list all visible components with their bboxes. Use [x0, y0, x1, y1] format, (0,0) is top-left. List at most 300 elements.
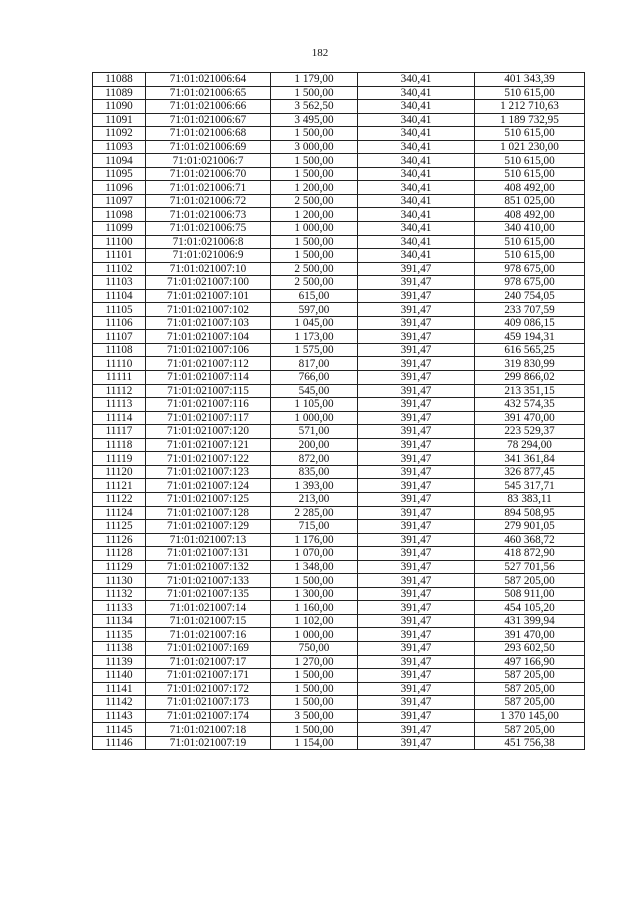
- row-number-cell: 11125: [93, 520, 146, 534]
- specific-value-cell: 391,47: [358, 614, 475, 628]
- cadastral-value-cell: 408 492,00: [475, 208, 585, 222]
- table-row: [93, 655, 585, 669]
- specific-value-cell: 391,47: [358, 682, 475, 696]
- area-cell: 1 045,00: [271, 316, 358, 330]
- cadastral-value-cell: 83 383,11: [475, 492, 585, 506]
- specific-value-cell: 391,47: [358, 547, 475, 561]
- row-number-cell: 11132: [93, 587, 146, 601]
- row-number-cell: 11146: [93, 736, 146, 750]
- cadastral-value-cell: 616 565,25: [475, 343, 585, 357]
- cadastral-number-cell: 71:01:021007:133: [146, 574, 271, 588]
- area-cell: 1 070,00: [271, 547, 358, 561]
- table-row: [93, 303, 585, 317]
- specific-value-cell: 340,41: [358, 154, 475, 168]
- specific-value-cell: 391,47: [358, 289, 475, 303]
- area-cell: 1 500,00: [271, 154, 358, 168]
- table-row: [93, 398, 585, 412]
- cadastral-value-cell: 460 368,72: [475, 533, 585, 547]
- specific-value-cell: 391,47: [358, 533, 475, 547]
- cadastral-number-cell: 71:01:021006:72: [146, 194, 271, 208]
- cadastral-number-cell: 71:01:021007:120: [146, 425, 271, 439]
- cadastral-value-cell: 510 615,00: [475, 154, 585, 168]
- table-row: [93, 249, 585, 263]
- cadastral-number-cell: 71:01:021006:8: [146, 235, 271, 249]
- specific-value-cell: 391,47: [358, 601, 475, 615]
- cadastral-number-cell: 71:01:021007:17: [146, 655, 271, 669]
- row-number-cell: 11126: [93, 533, 146, 547]
- cadastral-value-cell: 978 675,00: [475, 262, 585, 276]
- table-row: [93, 235, 585, 249]
- table-row: [93, 452, 585, 466]
- cadastral-value-cell: 341 361,84: [475, 452, 585, 466]
- table-row: [93, 479, 585, 493]
- cadastral-number-cell: 71:01:021007:104: [146, 330, 271, 344]
- area-cell: 1 500,00: [271, 669, 358, 683]
- cadastral-value-cell: 240 754,05: [475, 289, 585, 303]
- area-cell: 571,00: [271, 425, 358, 439]
- table-row: [93, 357, 585, 371]
- area-cell: 1 105,00: [271, 398, 358, 412]
- cadastral-number-cell: 71:01:021006:67: [146, 113, 271, 127]
- cadastral-value-cell: 851 025,00: [475, 194, 585, 208]
- cadastral-number-cell: 71:01:021007:112: [146, 357, 271, 371]
- specific-value-cell: 391,47: [358, 465, 475, 479]
- table-row: [93, 113, 585, 127]
- specific-value-cell: 340,41: [358, 235, 475, 249]
- cadastral-value-cell: 978 675,00: [475, 276, 585, 290]
- cadastral-number-cell: 71:01:021006:71: [146, 181, 271, 195]
- area-cell: 1 160,00: [271, 601, 358, 615]
- cadastral-number-cell: 71:01:021007:117: [146, 411, 271, 425]
- cadastral-number-cell: 71:01:021007:131: [146, 547, 271, 561]
- cadastral-value-cell: 431 399,94: [475, 614, 585, 628]
- cadastral-number-cell: 71:01:021007:19: [146, 736, 271, 750]
- cadastral-value-cell: 510 615,00: [475, 167, 585, 181]
- cadastral-value-cell: 293 602,50: [475, 641, 585, 655]
- cadastral-value-cell: 587 205,00: [475, 682, 585, 696]
- row-number-cell: 11129: [93, 560, 146, 574]
- cadastral-number-cell: 71:01:021006:64: [146, 73, 271, 87]
- cadastral-number-cell: 71:01:021006:9: [146, 249, 271, 263]
- specific-value-cell: 391,47: [358, 560, 475, 574]
- cadastral-number-cell: 71:01:021007:129: [146, 520, 271, 534]
- specific-value-cell: 391,47: [358, 628, 475, 642]
- table-row: [93, 574, 585, 588]
- table-body: [93, 73, 585, 750]
- area-cell: 1 500,00: [271, 127, 358, 141]
- specific-value-cell: 391,47: [358, 709, 475, 723]
- specific-value-cell: 391,47: [358, 452, 475, 466]
- table-row: [93, 343, 585, 357]
- table-row: [93, 262, 585, 276]
- cadastral-value-cell: 545 317,71: [475, 479, 585, 493]
- cadastral-value-cell: 326 877,45: [475, 465, 585, 479]
- cadastral-value-cell: 510 615,00: [475, 249, 585, 263]
- row-number-cell: 11143: [93, 709, 146, 723]
- specific-value-cell: 340,41: [358, 140, 475, 154]
- row-number-cell: 11117: [93, 425, 146, 439]
- specific-value-cell: 391,47: [358, 371, 475, 385]
- table-row: [93, 140, 585, 154]
- table-row: [93, 194, 585, 208]
- cadastral-value-cell: 510 615,00: [475, 127, 585, 141]
- row-number-cell: 11122: [93, 492, 146, 506]
- area-cell: 1 500,00: [271, 167, 358, 181]
- row-number-cell: 11092: [93, 127, 146, 141]
- cadastral-value-cell: 497 166,90: [475, 655, 585, 669]
- area-cell: 3 562,50: [271, 100, 358, 114]
- specific-value-cell: 391,47: [358, 316, 475, 330]
- cadastral-value-cell: 587 205,00: [475, 723, 585, 737]
- row-number-cell: 11110: [93, 357, 146, 371]
- specific-value-cell: 391,47: [358, 669, 475, 683]
- cadastral-value-cell: 401 343,39: [475, 73, 585, 87]
- row-number-cell: 11108: [93, 343, 146, 357]
- specific-value-cell: 340,41: [358, 194, 475, 208]
- table-row: [93, 587, 585, 601]
- cadastral-number-cell: 71:01:021007:18: [146, 723, 271, 737]
- area-cell: 2 500,00: [271, 276, 358, 290]
- row-number-cell: 11134: [93, 614, 146, 628]
- cadastral-value-cell: 451 756,38: [475, 736, 585, 750]
- table-row: [93, 736, 585, 750]
- row-number-cell: 11120: [93, 465, 146, 479]
- table-row: [93, 682, 585, 696]
- row-number-cell: 11093: [93, 140, 146, 154]
- row-number-cell: 11112: [93, 384, 146, 398]
- specific-value-cell: 391,47: [358, 384, 475, 398]
- table-row: [93, 709, 585, 723]
- area-cell: 3 000,00: [271, 140, 358, 154]
- cadastral-number-cell: 71:01:021007:132: [146, 560, 271, 574]
- area-cell: 213,00: [271, 492, 358, 506]
- cadastral-number-cell: 71:01:021007:169: [146, 641, 271, 655]
- table-row: [93, 86, 585, 100]
- cadastral-value-cell: 223 529,37: [475, 425, 585, 439]
- cadastral-number-cell: 71:01:021007:10: [146, 262, 271, 276]
- row-number-cell: 11091: [93, 113, 146, 127]
- table-row: [93, 465, 585, 479]
- cadastral-value-cell: 391 470,00: [475, 628, 585, 642]
- table-row: [93, 641, 585, 655]
- area-cell: 1 575,00: [271, 343, 358, 357]
- cadastral-value-cell: 510 615,00: [475, 86, 585, 100]
- area-cell: 715,00: [271, 520, 358, 534]
- area-cell: 750,00: [271, 641, 358, 655]
- cadastral-value-cell: 409 086,15: [475, 316, 585, 330]
- specific-value-cell: 391,47: [358, 641, 475, 655]
- cadastral-number-cell: 71:01:021007:124: [146, 479, 271, 493]
- table-row: [93, 628, 585, 642]
- row-number-cell: 11111: [93, 371, 146, 385]
- cadastral-number-cell: 71:01:021007:101: [146, 289, 271, 303]
- cadastral-value-cell: 1 189 732,95: [475, 113, 585, 127]
- cadastral-number-cell: 71:01:021007:13: [146, 533, 271, 547]
- specific-value-cell: 340,41: [358, 249, 475, 263]
- row-number-cell: 11142: [93, 696, 146, 710]
- cadastral-number-cell: 71:01:021007:106: [146, 343, 271, 357]
- specific-value-cell: 340,41: [358, 208, 475, 222]
- row-number-cell: 11106: [93, 316, 146, 330]
- cadastral-value-cell: 459 194,31: [475, 330, 585, 344]
- area-cell: 1 200,00: [271, 181, 358, 195]
- cadastral-value-cell: 340 410,00: [475, 222, 585, 236]
- table-row: [93, 533, 585, 547]
- specific-value-cell: 340,41: [358, 167, 475, 181]
- row-number-cell: 11090: [93, 100, 146, 114]
- row-number-cell: 11119: [93, 452, 146, 466]
- area-cell: 2 500,00: [271, 262, 358, 276]
- area-cell: 1 000,00: [271, 222, 358, 236]
- row-number-cell: 11130: [93, 574, 146, 588]
- area-cell: 1 500,00: [271, 574, 358, 588]
- cadastral-number-cell: 71:01:021007:114: [146, 371, 271, 385]
- cadastral-value-cell: 587 205,00: [475, 696, 585, 710]
- row-number-cell: 11145: [93, 723, 146, 737]
- cadastral-value-cell: 527 701,56: [475, 560, 585, 574]
- specific-value-cell: 391,47: [358, 492, 475, 506]
- row-number-cell: 11095: [93, 167, 146, 181]
- area-cell: 3 500,00: [271, 709, 358, 723]
- area-cell: 1 500,00: [271, 723, 358, 737]
- specific-value-cell: 391,47: [358, 262, 475, 276]
- specific-value-cell: 391,47: [358, 696, 475, 710]
- specific-value-cell: 391,47: [358, 736, 475, 750]
- area-cell: 1 500,00: [271, 249, 358, 263]
- row-number-cell: 11139: [93, 655, 146, 669]
- area-cell: 3 495,00: [271, 113, 358, 127]
- row-number-cell: 11088: [93, 73, 146, 87]
- specific-value-cell: 391,47: [358, 411, 475, 425]
- area-cell: 835,00: [271, 465, 358, 479]
- specific-value-cell: 391,47: [358, 398, 475, 412]
- cadastral-number-cell: 71:01:021007:103: [146, 316, 271, 330]
- cadastral-number-cell: 71:01:021007:14: [146, 601, 271, 615]
- row-number-cell: 11140: [93, 669, 146, 683]
- row-number-cell: 11102: [93, 262, 146, 276]
- table-row: [93, 601, 585, 615]
- cadastral-value-cell: 508 911,00: [475, 587, 585, 601]
- cadastral-value-cell: 454 105,20: [475, 601, 585, 615]
- table-row: [93, 222, 585, 236]
- cadastral-number-cell: 71:01:021007:122: [146, 452, 271, 466]
- table-row: [93, 330, 585, 344]
- area-cell: 766,00: [271, 371, 358, 385]
- area-cell: 1 500,00: [271, 682, 358, 696]
- cadastral-value-cell: 1 212 710,63: [475, 100, 585, 114]
- table-row: [93, 520, 585, 534]
- row-number-cell: 11094: [93, 154, 146, 168]
- specific-value-cell: 340,41: [358, 100, 475, 114]
- row-number-cell: 11107: [93, 330, 146, 344]
- cadastral-number-cell: 71:01:021007:173: [146, 696, 271, 710]
- cadastral-number-cell: 71:01:021007:121: [146, 438, 271, 452]
- cadastral-value-cell: 432 574,35: [475, 398, 585, 412]
- table-row: [93, 154, 585, 168]
- table-row: [93, 723, 585, 737]
- specific-value-cell: 391,47: [358, 425, 475, 439]
- specific-value-cell: 391,47: [358, 357, 475, 371]
- cadastral-number-cell: 71:01:021006:70: [146, 167, 271, 181]
- cadastral-value-cell: 418 872,90: [475, 547, 585, 561]
- area-cell: 597,00: [271, 303, 358, 317]
- cadastral-value-cell: 587 205,00: [475, 669, 585, 683]
- page-number: 182: [311, 47, 329, 59]
- area-cell: 545,00: [271, 384, 358, 398]
- cadastral-number-cell: 71:01:021006:69: [146, 140, 271, 154]
- cadastral-number-cell: 71:01:021007:125: [146, 492, 271, 506]
- table-row: [93, 208, 585, 222]
- area-cell: 615,00: [271, 289, 358, 303]
- cadastral-value-table: [92, 72, 585, 750]
- specific-value-cell: 391,47: [358, 438, 475, 452]
- table-row: [93, 316, 585, 330]
- cadastral-number-cell: 71:01:021007:171: [146, 669, 271, 683]
- row-number-cell: 11133: [93, 601, 146, 615]
- table-row: [93, 73, 585, 87]
- cadastral-number-cell: 71:01:021007:115: [146, 384, 271, 398]
- cadastral-number-cell: 71:01:021006:65: [146, 86, 271, 100]
- area-cell: 872,00: [271, 452, 358, 466]
- table-row: [93, 127, 585, 141]
- area-cell: 1 154,00: [271, 736, 358, 750]
- specific-value-cell: 391,47: [358, 343, 475, 357]
- area-cell: 1 500,00: [271, 696, 358, 710]
- row-number-cell: 11099: [93, 222, 146, 236]
- cadastral-number-cell: 71:01:021006:66: [146, 100, 271, 114]
- specific-value-cell: 391,47: [358, 587, 475, 601]
- cadastral-number-cell: 71:01:021007:15: [146, 614, 271, 628]
- row-number-cell: 11124: [93, 506, 146, 520]
- cadastral-value-cell: 1 370 145,00: [475, 709, 585, 723]
- area-cell: 1 500,00: [271, 235, 358, 249]
- area-cell: 1 173,00: [271, 330, 358, 344]
- cadastral-number-cell: 71:01:021007:172: [146, 682, 271, 696]
- cadastral-number-cell: 71:01:021006:73: [146, 208, 271, 222]
- area-cell: 200,00: [271, 438, 358, 452]
- cadastral-number-cell: 71:01:021006:7: [146, 154, 271, 168]
- row-number-cell: 11104: [93, 289, 146, 303]
- specific-value-cell: 391,47: [358, 723, 475, 737]
- row-number-cell: 11121: [93, 479, 146, 493]
- table-row: [93, 492, 585, 506]
- specific-value-cell: 340,41: [358, 127, 475, 141]
- specific-value-cell: 391,47: [358, 276, 475, 290]
- row-number-cell: 11097: [93, 194, 146, 208]
- specific-value-cell: 391,47: [358, 479, 475, 493]
- table-row: [93, 425, 585, 439]
- table-row: [93, 411, 585, 425]
- specific-value-cell: 340,41: [358, 222, 475, 236]
- area-cell: 2 285,00: [271, 506, 358, 520]
- row-number-cell: 11101: [93, 249, 146, 263]
- row-number-cell: 11089: [93, 86, 146, 100]
- specific-value-cell: 340,41: [358, 73, 475, 87]
- row-number-cell: 11098: [93, 208, 146, 222]
- row-number-cell: 11141: [93, 682, 146, 696]
- specific-value-cell: 391,47: [358, 330, 475, 344]
- specific-value-cell: 391,47: [358, 303, 475, 317]
- row-number-cell: 11100: [93, 235, 146, 249]
- cadastral-number-cell: 71:01:021007:128: [146, 506, 271, 520]
- cadastral-number-cell: 71:01:021007:123: [146, 465, 271, 479]
- area-cell: 1 176,00: [271, 533, 358, 547]
- cadastral-value-cell: 319 830,99: [475, 357, 585, 371]
- specific-value-cell: 391,47: [358, 655, 475, 669]
- cadastral-number-cell: 71:01:021007:116: [146, 398, 271, 412]
- specific-value-cell: 340,41: [358, 181, 475, 195]
- cadastral-number-cell: 71:01:021007:16: [146, 628, 271, 642]
- cadastral-value-cell: 587 205,00: [475, 574, 585, 588]
- row-number-cell: 11138: [93, 641, 146, 655]
- table-row: [93, 669, 585, 683]
- table-row: [93, 181, 585, 195]
- area-cell: 2 500,00: [271, 194, 358, 208]
- cadastral-value-cell: 233 707,59: [475, 303, 585, 317]
- table-row: [93, 696, 585, 710]
- table-row: [93, 289, 585, 303]
- specific-value-cell: 391,47: [358, 520, 475, 534]
- table-row: [93, 560, 585, 574]
- area-cell: 1 102,00: [271, 614, 358, 628]
- row-number-cell: 11135: [93, 628, 146, 642]
- row-number-cell: 11118: [93, 438, 146, 452]
- cadastral-number-cell: 71:01:021006:75: [146, 222, 271, 236]
- area-cell: 1 200,00: [271, 208, 358, 222]
- area-cell: 1 270,00: [271, 655, 358, 669]
- area-cell: 1 348,00: [271, 560, 358, 574]
- specific-value-cell: 340,41: [358, 86, 475, 100]
- cadastral-value-cell: 510 615,00: [475, 235, 585, 249]
- table-row: [93, 438, 585, 452]
- cadastral-value-cell: 213 351,15: [475, 384, 585, 398]
- cadastral-number-cell: 71:01:021007:100: [146, 276, 271, 290]
- row-number-cell: 11113: [93, 398, 146, 412]
- area-cell: 1 300,00: [271, 587, 358, 601]
- row-number-cell: 11128: [93, 547, 146, 561]
- row-number-cell: 11103: [93, 276, 146, 290]
- cadastral-value-cell: 391 470,00: [475, 411, 585, 425]
- row-number-cell: 11114: [93, 411, 146, 425]
- area-cell: 817,00: [271, 357, 358, 371]
- area-cell: 1 393,00: [271, 479, 358, 493]
- cadastral-number-cell: 71:01:021006:68: [146, 127, 271, 141]
- area-cell: 1 500,00: [271, 86, 358, 100]
- row-number-cell: 11096: [93, 181, 146, 195]
- table-row: [93, 371, 585, 385]
- specific-value-cell: 391,47: [358, 574, 475, 588]
- cadastral-number-cell: 71:01:021007:174: [146, 709, 271, 723]
- area-cell: 1 179,00: [271, 73, 358, 87]
- cadastral-value-cell: 408 492,00: [475, 181, 585, 195]
- cadastral-value-cell: 894 508,95: [475, 506, 585, 520]
- cadastral-value-cell: 78 294,00: [475, 438, 585, 452]
- cadastral-value-cell: 299 866,02: [475, 371, 585, 385]
- cadastral-number-cell: 71:01:021007:135: [146, 587, 271, 601]
- specific-value-cell: 340,41: [358, 113, 475, 127]
- row-number-cell: 11105: [93, 303, 146, 317]
- area-cell: 1 000,00: [271, 411, 358, 425]
- table-row: [93, 100, 585, 114]
- table-row: [93, 384, 585, 398]
- area-cell: 1 000,00: [271, 628, 358, 642]
- table-row: [93, 167, 585, 181]
- table-row: [93, 547, 585, 561]
- cadastral-number-cell: 71:01:021007:102: [146, 303, 271, 317]
- specific-value-cell: 391,47: [358, 506, 475, 520]
- table-row: [93, 614, 585, 628]
- table-row: [93, 506, 585, 520]
